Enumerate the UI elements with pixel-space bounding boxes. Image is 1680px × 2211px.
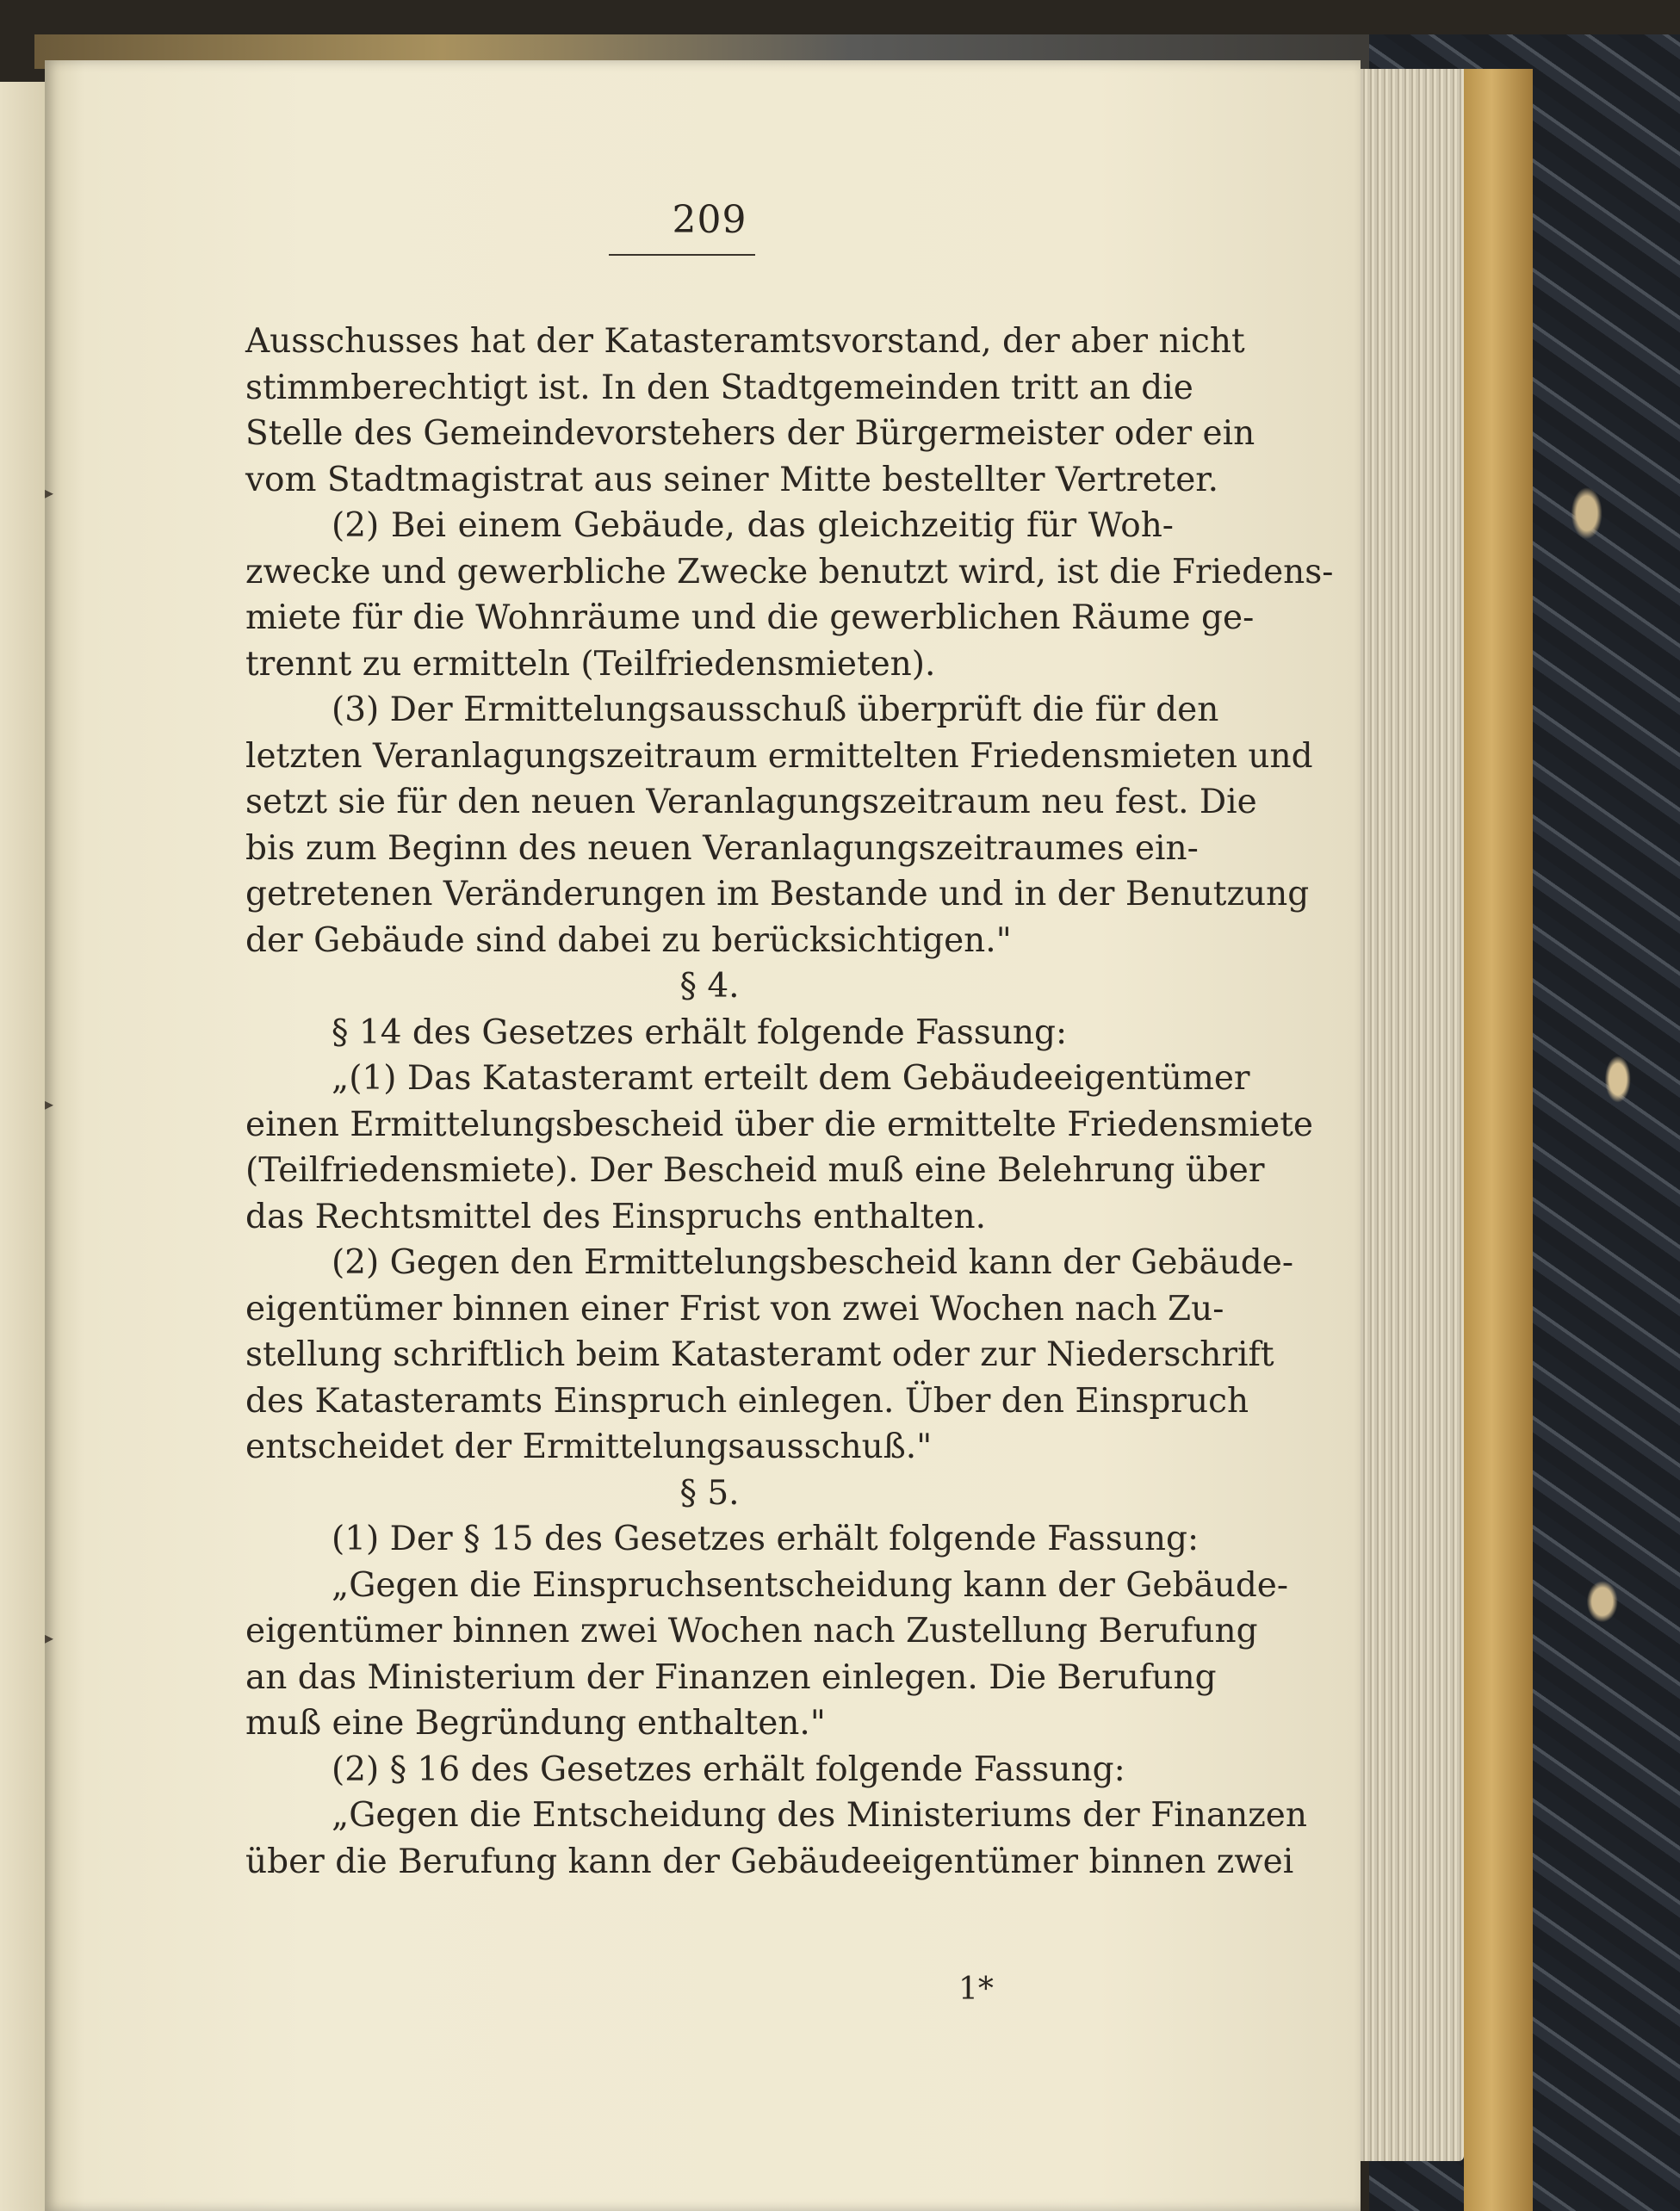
text-line: „Gegen die Einspruchsentscheidung kann der Gebäude-	[332, 1565, 1289, 1605]
text-line: setzt sie für den neuen Veranlagungszeitraum neu fest. Die	[245, 783, 1257, 821]
text-line: vom Stadtmagistrat aus seiner Mitte bestellter Vertreter.	[245, 460, 1219, 499]
text-line: (2) § 16 des Gesetzes erhält folgende Fassung:	[332, 1750, 1125, 1789]
facing-page-edge	[0, 82, 45, 2211]
text-line: eigentümer binnen einer Frist von zwei Wochen nach Zu-	[245, 1289, 1224, 1328]
text-line: § 5.	[679, 1473, 740, 1513]
text-line: (1) Der § 15 des Gesetzes erhält folgende Fassung:	[332, 1520, 1200, 1558]
text-line: trennt zu ermitteln (Teilfriedensmieten).	[245, 644, 936, 684]
margin-mark: ▸	[45, 1627, 54, 1648]
margin-mark: ▸	[45, 482, 54, 503]
page-number: 209	[672, 198, 747, 242]
text-line: das Rechtsmittel des Einspruchs enthalten.	[245, 1197, 987, 1236]
text-line: einen Ermittelungsbescheid über die ermittelte Friedensmiete	[245, 1105, 1313, 1144]
text-line: (2) Gegen den Ermittelungsbescheid kann der Gebäude-	[332, 1243, 1294, 1282]
text-line: § 4.	[679, 967, 740, 1006]
text-line: der Gebäude sind dabei zu berücksichtigen."	[245, 920, 1012, 960]
signature-mark: 1*	[958, 1972, 994, 2007]
page-stack	[1361, 69, 1464, 2161]
text-line: getretenen Veränderungen im Bestande und in der Benutzung	[245, 875, 1310, 914]
text-line: letzten Veranlagungszeitraum ermittelten Friedensmieten und	[245, 736, 1313, 776]
text-line: (3) Der Ermittelungsausschuß überprüft die für den	[332, 691, 1219, 729]
text-line: miete für die Wohnräume und die gewerblichen Räume ge-	[245, 598, 1255, 637]
header-rule	[609, 254, 755, 256]
text-line: entscheidet der Ermittelungsausschuß."	[245, 1428, 933, 1466]
text-line: „(1) Das Katasteramt erteilt dem Gebäudeeigentümer	[332, 1059, 1250, 1098]
text-line: stellung schriftlich beim Katasteramt oder zur Niederschrift	[245, 1335, 1274, 1374]
text-line: (2) Bei einem Gebäude, das gleichzeitig für Woh-	[332, 506, 1174, 545]
text-line: eigentümer binnen zwei Wochen nach Zustellung Berufung	[245, 1612, 1258, 1651]
text-line: zwecke und gewerbliche Zwecke benutzt wird, ist die Friedens-	[245, 552, 1334, 591]
margin-mark: ▸	[45, 1093, 54, 1114]
text-line: Stelle des Gemeindevorstehers der Bürgermeister oder ein	[245, 414, 1255, 453]
text-line: „Gegen die Entscheidung des Ministeriums der Finanzen	[332, 1796, 1307, 1835]
text-line: bis zum Beginn des neuen Veranlagungszeitraumes ein-	[245, 828, 1199, 868]
text-line: über die Berufung kann der Gebäudeeigentümer binnen zwei	[245, 1842, 1294, 1881]
text-line: (Teilfriedensmiete). Der Bescheid muß eine Belehrung über	[245, 1151, 1265, 1190]
text-line: stimmberechtigt ist. In den Stadtgemeinden tritt an die	[245, 368, 1193, 407]
text-line: § 14 des Gesetzes erhält folgende Fassung:	[332, 1013, 1068, 1052]
text-line: des Katasteramts Einspruch einlegen. Über den Einspruch	[245, 1381, 1249, 1421]
text-line: muß eine Begründung enthalten."	[245, 1704, 826, 1743]
text-line: an das Ministerium der Finanzen einlegen. Die Berufung	[245, 1657, 1217, 1697]
book-page	[45, 60, 1361, 2211]
book-edge	[1464, 69, 1533, 2211]
text-line: Ausschusses hat der Katasteramtsvorstand, der aber nicht	[245, 322, 1245, 361]
